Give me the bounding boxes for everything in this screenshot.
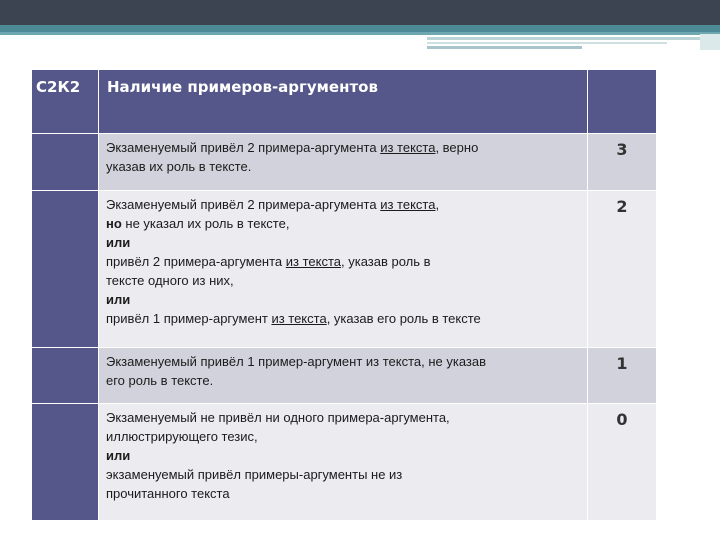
criterion-code: С2К2	[32, 70, 99, 134]
top-teal-stripe	[0, 25, 720, 32]
description-line	[106, 252, 581, 271]
score-header-cell	[588, 70, 657, 134]
row-description	[99, 348, 588, 404]
table-row	[32, 191, 657, 348]
decor-corner	[700, 34, 720, 50]
underlined-text: из текста	[380, 197, 436, 212]
score-cell: 1	[588, 348, 657, 404]
description-line	[106, 309, 581, 328]
description-line	[106, 138, 581, 157]
text-part: , верно	[435, 140, 479, 155]
keyword-or: или	[106, 448, 131, 463]
row-marker-cell	[32, 191, 99, 348]
keyword-but: но	[106, 216, 122, 231]
description-line: тексте одного из них,	[106, 273, 234, 288]
underlined-text: из текста	[380, 140, 436, 155]
decor-line	[427, 37, 720, 40]
text-part: , указав его роль в тексте	[326, 311, 481, 326]
top-teal-stripe-light	[0, 32, 720, 35]
description-line: иллюстрирующего тезис,	[106, 429, 258, 444]
top-dark-bar	[0, 0, 720, 25]
keyword-or: или	[106, 235, 131, 250]
table-row	[32, 348, 657, 404]
description-line: экзаменуемый привёл примеры-аргументы не из	[106, 467, 403, 482]
row-marker-cell	[32, 134, 99, 191]
text-part: Экзаменуемый привёл 2 примера-аргумента	[106, 197, 381, 212]
row-description	[99, 134, 588, 191]
decor-line	[427, 46, 582, 49]
underlined-text: из текста	[271, 311, 327, 326]
description-line	[106, 214, 581, 233]
text-part: Экзаменуемый привёл 2 примера-аргумента	[106, 140, 381, 155]
description-line: Экзаменуемый привёл 1 пример-аргумент из текста, не указав	[106, 354, 487, 369]
score-cell: 3	[588, 134, 657, 191]
row-description	[99, 191, 588, 348]
description-line: прочитанного текста	[106, 486, 230, 501]
row-marker-cell	[32, 404, 99, 521]
row-marker-cell	[32, 348, 99, 404]
table-header-row	[32, 70, 657, 134]
description-line	[106, 195, 581, 214]
row-description	[99, 404, 588, 521]
text-part: привёл 2 примера-аргумента	[106, 254, 286, 269]
underlined-text: из текста	[285, 254, 341, 269]
description-line: указав их роль в тексте.	[106, 159, 252, 174]
text-part: привёл 1 пример-аргумент	[106, 311, 272, 326]
table-row	[32, 134, 657, 191]
text-part: не указал их роль в тексте,	[121, 216, 290, 231]
criterion-title: Наличие примеров-аргументов	[99, 70, 588, 134]
description-line: его роль в тексте.	[106, 373, 214, 388]
keyword-or: или	[106, 292, 131, 307]
table-row	[32, 404, 657, 521]
text-part: , указав роль в	[341, 254, 431, 269]
text-part: ,	[435, 197, 440, 212]
score-cell: 2	[588, 191, 657, 348]
criteria-table	[31, 69, 657, 521]
description-line: Экзаменуемый не привёл ни одного примера-аргумента,	[106, 410, 450, 425]
score-cell: 0	[588, 404, 657, 521]
decor-line	[427, 42, 667, 44]
